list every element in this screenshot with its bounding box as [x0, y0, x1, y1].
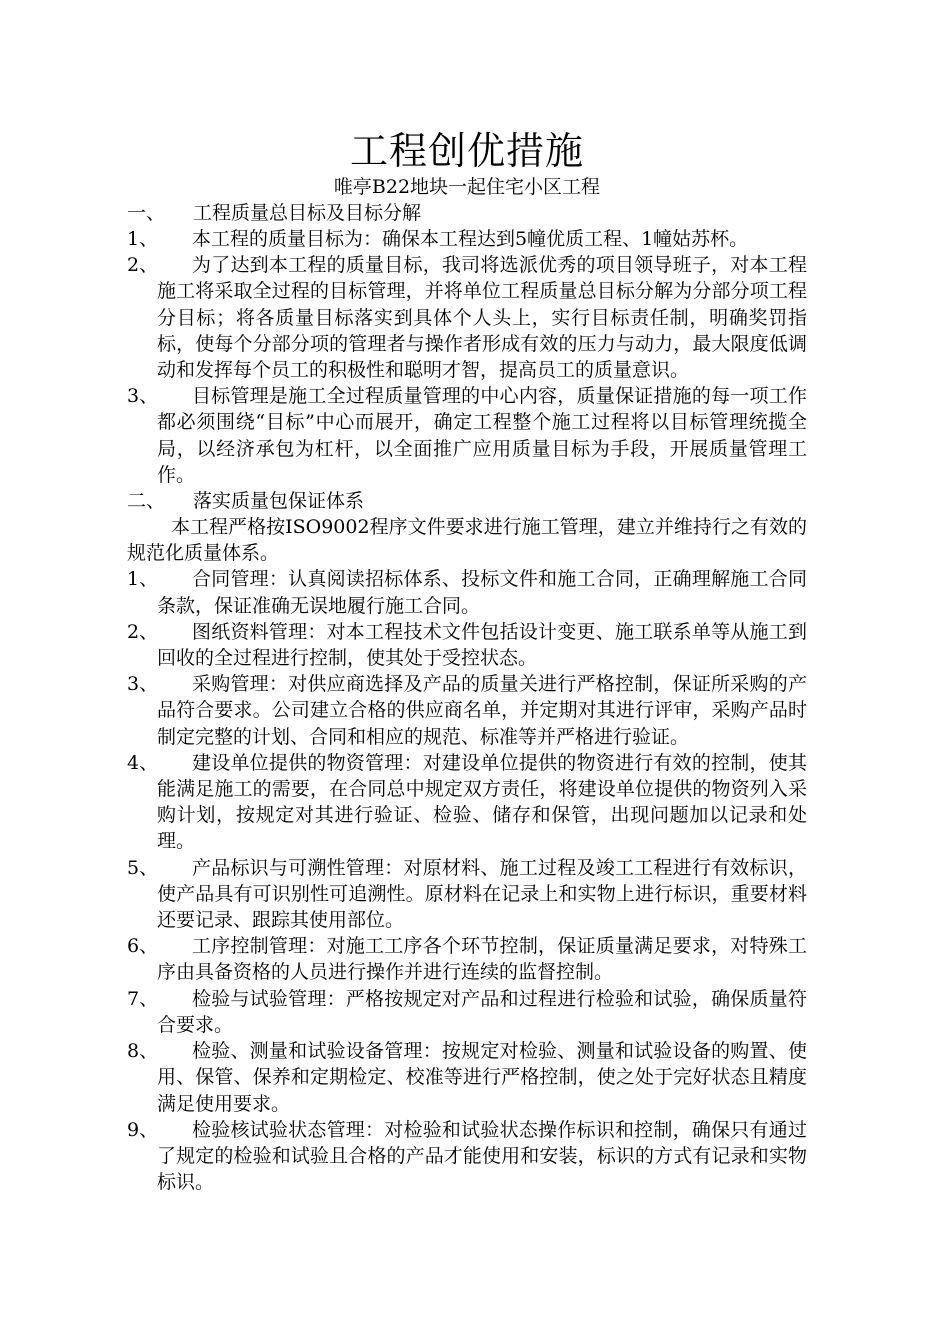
item-text: 工序控制管理：对施工工序各个环节控制，保证质量满足要求，对特殊工序由具备资格的人员进行操作并进行连续的监督控制。 [157, 935, 807, 984]
document-page [127, 128, 807, 1195]
item-text: 建设单位提供的物资管理：对建设单位提供的物资进行有效的控制，使其能满足施工的需要，在合同总中规定双方责任，将建设单位提供的物资列入采购计划，按规定对其进行验证、检验、储存和保管，出现问题加以记录和处理。 [157, 751, 807, 853]
item-number: 3、 [127, 673, 159, 696]
item-number: 7、 [127, 987, 159, 1010]
list-item [127, 855, 807, 934]
item-number: 2、 [127, 620, 159, 643]
item-text: 检验、测量和试验设备管理：按规定对检验、测量和试验设备的购置、使用、保管、保养和定期检定、校准等进行严格控制，使之处于完好状态且精度满足使用要求。 [157, 1040, 807, 1115]
list-item [127, 933, 807, 985]
item-number: 4、 [127, 751, 159, 774]
list-item [127, 619, 807, 671]
list-item [127, 1117, 807, 1196]
list-item [127, 566, 807, 618]
item-text: 为了达到本工程的质量目标，我司将选派优秀的项目领导班子，对本工程施工将采取全过程的目标管理，并将单位工程质量总目标分解为分部分项工程分目标；将各质量目标落实到具体个人头上，实行目标责任制，明确奖罚指标，使每个分部分项的管理者与操作者形成有效的压力与动力，最大限度低调动和发挥每个员工的积极性和聪明才智，提高员工的质量意识。 [157, 254, 807, 382]
document-subtitle: 唯亭B22地块一起住宅小区工程 [333, 176, 601, 198]
list-item [127, 252, 807, 383]
item-number: 6、 [127, 935, 159, 958]
section-heading [127, 200, 807, 226]
document-title: 工程创优措施 [349, 129, 584, 173]
list-item [127, 986, 807, 1038]
section-intro: 本工程严格按ISO9002程序文件要求进行施工管理，建立并维持行之有效的规范化质量体系。 [127, 516, 807, 565]
item-number: 1、 [127, 568, 159, 591]
item-text: 合同管理：认真阅读招标体系、投标文件和施工合同，正确理解施工合同条款，保证准确无误地履行施工合同。 [157, 568, 807, 617]
list-item [127, 1038, 807, 1117]
item-text: 本工程的质量目标为：确保本工程达到5幢优质工程、1幢姑苏杯。 [192, 228, 749, 250]
item-number: 1、 [127, 228, 159, 250]
section-number: 一、 [127, 202, 166, 224]
section-heading [127, 488, 807, 514]
item-text: 检验与试验管理：严格按规定对产品和过程进行检验和试验，确保质量符合要求。 [157, 987, 807, 1036]
item-number: 8、 [127, 1040, 159, 1063]
item-number: 3、 [127, 385, 159, 408]
item-text: 检验核试验状态管理：对检验和试验状态操作标识和控制，确保只有通过了规定的检验和试验且合格的产品才能使用和安装，标识的方式有记录和实物标识。 [157, 1118, 807, 1194]
section-title: 落实质量包保证体系 [193, 490, 365, 513]
item-number: 5、 [127, 856, 159, 879]
section-title: 工程质量总目标及目标分解 [193, 202, 422, 224]
list-item [127, 383, 807, 488]
section-number: 二、 [127, 490, 166, 513]
item-text: 采购管理：对供应商选择及产品的质量关进行严格控制，保证所采购的产品符合要求。公司建立合格的供应商名单，并定期对其进行评审，采购产品时制定完整的计划、合同和相应的规范、标准等并严格进行验证。 [157, 673, 807, 748]
item-number: 2、 [127, 254, 159, 277]
list-item [127, 226, 807, 252]
list-item [127, 750, 807, 855]
item-number: 9、 [127, 1118, 159, 1141]
list-item [127, 671, 807, 750]
item-text: 产品标识与可溯性管理：对原材料、施工过程及竣工工程进行有效标识，使产品具有可识别性可追溯性。原材料在记录上和实物上进行标识，重要材料还要记录、跟踪其使用部位。 [157, 856, 807, 932]
item-text: 图纸资料管理：对本工程技术文件包括设计变更、施工联系单等从施工到回收的全过程进行控制，使其处于受控状态。 [157, 620, 807, 670]
item-text: 目标管理是施工全过程质量管理的中心内容，质量保证措施的每一项工作都必须围绕“目标”中心而展开，确定工程整个施工过程将以目标管理统揽全局，以经济承包为杠杆，以全面推广应用质量目标为手段，开展质量管理工作。 [157, 385, 807, 486]
